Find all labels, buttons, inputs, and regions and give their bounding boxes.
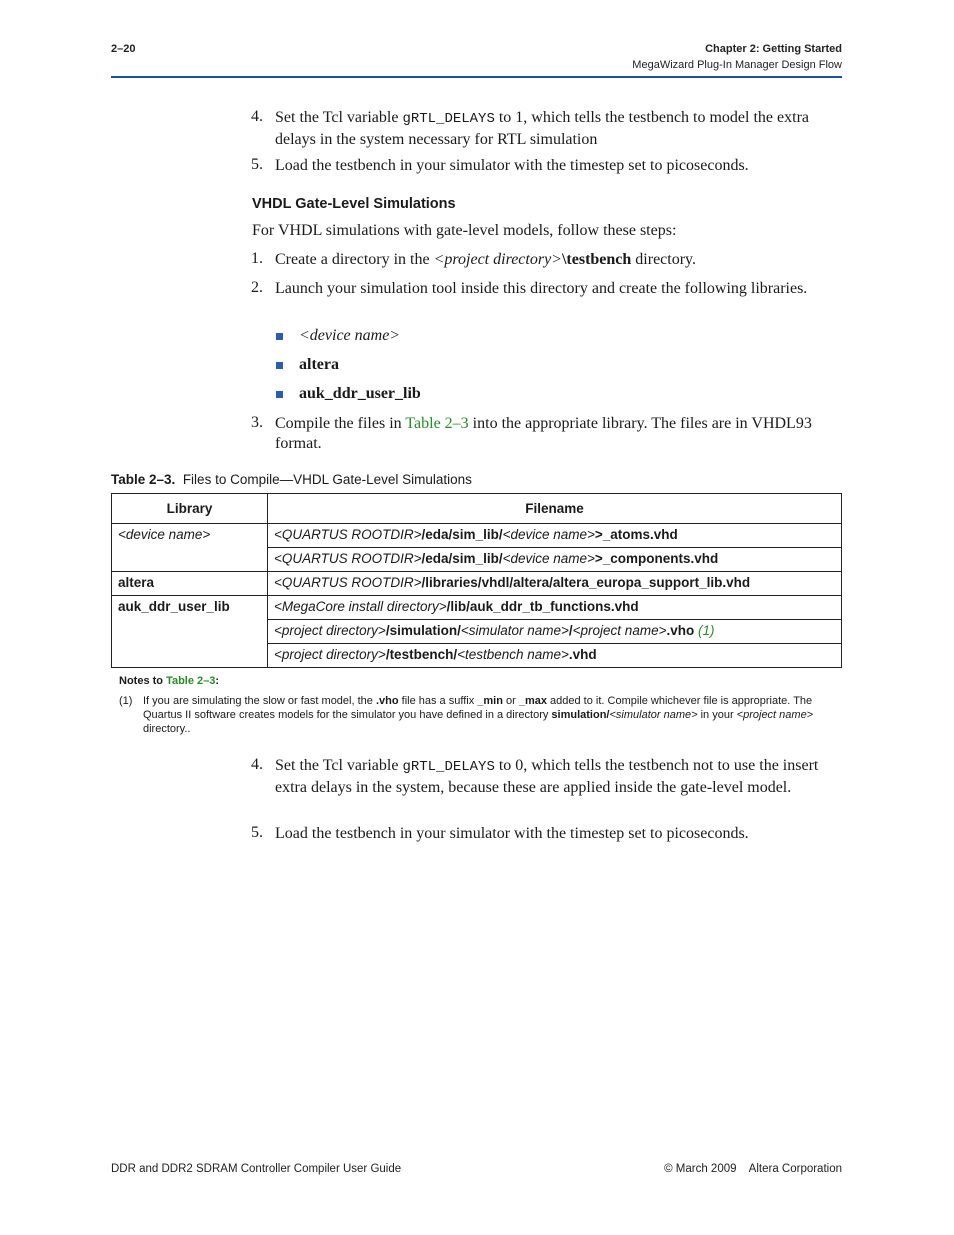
footer-right	[664, 1163, 842, 1175]
filename-bold: /simulation/	[385, 623, 461, 638]
filename-cell	[268, 620, 842, 644]
bullet-square-icon	[276, 362, 283, 369]
step-number: 3.	[251, 414, 263, 431]
page-number: 2–20	[111, 43, 136, 55]
filename-bold: >_components.vhd	[594, 551, 719, 566]
table-header-row	[112, 494, 842, 524]
header-rule	[111, 76, 842, 78]
filename-bold: /testbench/	[385, 647, 458, 662]
notes-colon: :	[215, 675, 220, 687]
note-text	[143, 694, 833, 736]
bullet-item: auk_ddr_user_lib	[299, 385, 421, 402]
footer-date: © March 2009	[664, 1163, 737, 1175]
table-row	[112, 572, 842, 596]
section-heading: VHDL Gate-Level Simulations	[252, 196, 456, 212]
note-text-part: _min	[477, 695, 503, 707]
step-text: Load the testbench in your simulator with the timestep set to picoseconds.	[275, 157, 749, 174]
filename-cell	[268, 644, 842, 668]
bullet-item: <device name>	[299, 327, 401, 344]
step-text	[275, 250, 840, 270]
library-cell: <device name>	[112, 524, 268, 572]
filename-bold: >_atoms.vhd	[594, 527, 678, 542]
table-row	[112, 596, 842, 620]
filename-italic: <project directory>	[274, 623, 386, 638]
note-text-part: or	[502, 695, 519, 707]
step-number: 4.	[251, 108, 263, 125]
step-text: Launch your simulation tool inside this directory and create the following libraries.	[275, 280, 808, 297]
note-text-part: added to it. Compile whichever file is appropriate. The Quartus II software creates models for the simulator you have defined in a directory	[143, 695, 813, 721]
filename-italic: <device name>	[502, 527, 595, 542]
filename-italic: <QUARTUS ROOTDIR>	[274, 575, 422, 590]
note-text-part: directory..	[143, 723, 191, 735]
filename-italic: <project name>	[572, 623, 667, 638]
filename-cell	[268, 596, 842, 620]
files-table	[111, 493, 842, 668]
note-text-part: file has a suffix	[398, 695, 478, 707]
note-text-part: <simulator name>	[609, 709, 698, 721]
step-text-part: Create a directory in the	[275, 251, 434, 268]
step-number: 2.	[251, 279, 263, 296]
bullet-square-icon	[276, 391, 283, 398]
bullet-item: altera	[299, 356, 339, 373]
filename-bold: /lib/auk_ddr_tb_functions.vhd	[446, 599, 639, 614]
column-header-filename: Filename	[268, 494, 842, 524]
note-text-part: .vho	[375, 695, 399, 707]
column-header-library: Library	[112, 494, 268, 524]
note-text-part: _max	[518, 695, 547, 707]
step-text	[275, 414, 840, 453]
intro-text: For VHDL simulations with gate-level models, follow these steps:	[252, 222, 677, 239]
step-text-part: to 1, which tells the testbench to model the extra delays in the system necessary for RTL simulation	[275, 109, 809, 148]
step-text-part: Compile the files in	[275, 415, 406, 432]
note-reference-link[interactable]: (1)	[694, 623, 715, 638]
step-number: 5.	[251, 156, 263, 173]
library-cell: altera	[112, 572, 268, 596]
section-title: MegaWizard Plug-In Manager Design Flow	[632, 59, 842, 71]
step-text-part: Set the Tcl variable	[275, 757, 403, 774]
step-number: 1.	[251, 250, 263, 267]
filename-bold: /libraries/vhdl/altera/altera_europa_support_lib.vhd	[421, 575, 751, 590]
table-caption-label: Table 2–3.	[111, 472, 176, 487]
filename-bold: /eda/sim_lib/	[421, 551, 503, 566]
filename-cell	[268, 572, 842, 596]
filename-italic: <testbench name>	[457, 647, 569, 662]
filename-italic: <device name>	[502, 551, 595, 566]
code-variable: gRTL_DELAYS	[402, 759, 495, 775]
filename-bold: .vhd	[568, 647, 597, 662]
table-caption	[111, 472, 472, 487]
note-number: (1)	[119, 695, 133, 707]
footer-title: DDR and DDR2 SDRAM Controller Compiler User Guide	[111, 1163, 402, 1175]
code-variable: gRTL_DELAYS	[402, 111, 495, 127]
filename-italic: <MegaCore install directory>	[274, 599, 447, 614]
notes-label: Notes to	[119, 675, 167, 687]
step-number: 4.	[251, 756, 263, 773]
notes-heading	[119, 674, 219, 688]
note-text-part: If you are simulating the slow or fast model, the	[143, 695, 376, 707]
chapter-title: Chapter 2: Getting Started	[705, 43, 842, 55]
filename-bold: /	[568, 623, 573, 638]
filename-italic: <project directory>	[274, 647, 386, 662]
note-text-part: in your	[697, 709, 737, 721]
step-text: Load the testbench in your simulator with the timestep set to picoseconds.	[275, 825, 749, 842]
step-text	[275, 756, 830, 797]
filename-cell	[268, 548, 842, 572]
filename-italic: <simulator name>	[460, 623, 569, 638]
table-body	[112, 524, 842, 668]
table-row	[112, 524, 842, 548]
filename-bold: /eda/sim_lib/	[421, 527, 503, 542]
footer-company: Altera Corporation	[748, 1163, 842, 1175]
library-cell: auk_ddr_user_lib	[112, 596, 268, 668]
step-text-part: into the appropriate library. The files are in VHDL93 format.	[275, 415, 812, 452]
step-text-part: to 0, which tells the testbench not to use the insert extra delays in the system, because these are applied inside the gate-level model.	[275, 757, 819, 796]
step-text	[275, 108, 840, 149]
step-text-italic: <project directory>	[433, 251, 562, 268]
notes-table-link[interactable]: Table 2–3	[166, 675, 216, 687]
step-text-bold: \testbench	[561, 251, 632, 268]
filename-bold: .vho	[666, 623, 695, 638]
step-text-part: Set the Tcl variable	[275, 109, 403, 126]
step-number: 5.	[251, 824, 263, 841]
table-caption-text: Files to Compile—VHDL Gate-Level Simulations	[182, 472, 472, 487]
note-text-part: simulation/	[551, 709, 610, 721]
bullet-square-icon	[276, 333, 283, 340]
filename-italic: <QUARTUS ROOTDIR>	[274, 527, 422, 542]
note-text-part: <project name>	[736, 709, 814, 721]
step-text-part: directory.	[631, 251, 697, 268]
table-link[interactable]: Table 2–3	[405, 415, 469, 432]
filename-cell	[268, 524, 842, 548]
filename-italic: <QUARTUS ROOTDIR>	[274, 551, 422, 566]
